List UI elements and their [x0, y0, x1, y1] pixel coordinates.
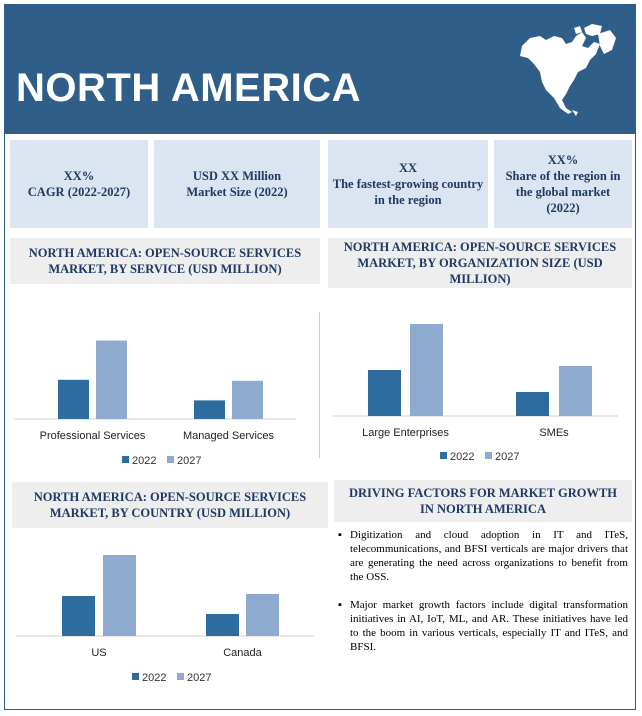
legend-label-2022: 2022 [450, 451, 475, 463]
stat-label: The fastest-growing country in the region [332, 177, 484, 207]
legend-label-2027: 2027 [177, 455, 202, 467]
bar-2027-canada [246, 594, 279, 636]
bar-2027-smes [559, 366, 592, 416]
bar-2027-managed-services [232, 381, 263, 419]
driver-item: ▪ Digitization and cloud adoption in IT and ITeS, telecommunications, and BFSI verticals are major drivers that are generating the need across organizations to benefit from the OSS. [338, 528, 628, 584]
legend-label-2022: 2022 [132, 455, 157, 467]
organization-chart-title: NORTH AMERICA: OPEN-SOURCE SERVICES MARKET, BY ORGANIZATION SIZE (USD MILLION) [328, 238, 632, 288]
legend-label-2027: 2027 [495, 451, 520, 463]
stat-cagr [10, 140, 148, 228]
bar-2022-professional-services [58, 380, 89, 419]
legend-swatch-2022 [132, 673, 139, 680]
category-label: US [91, 647, 107, 659]
stat-value: XX [398, 161, 418, 175]
legend-swatch-2027 [485, 452, 492, 459]
bar-2022-us [62, 596, 95, 636]
legend-swatch-2022 [440, 452, 447, 459]
service-chart [10, 292, 320, 474]
bar-2022-large-enterprises [368, 370, 401, 416]
stat-fastest-country [328, 140, 488, 228]
category-label: Professional Services [39, 430, 146, 442]
bar-2027-professional-services [96, 341, 127, 419]
driver-item: ▪ Major market growth factors include digital transformation initiatives in AI, IoT, ML, and AR. These initiatives have led to the boom in various verticals, especially IT and ITeS, and BFSI. [338, 598, 628, 654]
legend-swatch-2022 [122, 456, 129, 463]
service-chart-title: NORTH AMERICA: OPEN-SOURCE SERVICES MARKET, BY SERVICE (USD MILLION) [10, 238, 320, 284]
north-america-map-icon [516, 24, 620, 116]
stat-label: Market Size (2022) [186, 185, 288, 199]
category-label: Managed Services [182, 430, 275, 442]
drivers-title: DRIVING FACTORS FOR MARKET GROWTH IN NORTH AMERICA [334, 480, 632, 522]
legend-label-2022: 2022 [142, 672, 167, 684]
country-chart-title: NORTH AMERICA: OPEN-SOURCE SERVICES MARKET, BY COUNTRY (USD MILLION) [12, 482, 328, 528]
category-label: Canada [223, 647, 262, 659]
bar-2022-smes [516, 392, 549, 416]
stat-market-size [154, 140, 320, 228]
page-title: NORTH AMERICA [16, 66, 361, 110]
legend-swatch-2027 [177, 673, 184, 680]
organization-chart [328, 294, 632, 472]
stat-label: Share of the region in the global market (2022) [505, 169, 621, 215]
stat-value: XX% [547, 153, 579, 167]
legend-swatch-2027 [167, 456, 174, 463]
stat-region-share [494, 140, 632, 228]
drivers-list [338, 528, 628, 668]
bar-2027-us [103, 555, 136, 636]
bar-2022-managed-services [194, 400, 225, 419]
country-chart [12, 534, 328, 694]
category-label: Large Enterprises [362, 427, 449, 439]
stat-value: XX% [63, 169, 95, 183]
stat-label: CAGR (2022-2027) [27, 185, 131, 199]
category-label: SMEs [539, 427, 569, 439]
bar-2027-large-enterprises [410, 324, 443, 416]
stat-value: USD XX Million [192, 169, 282, 183]
bar-2022-canada [206, 614, 239, 636]
legend-label-2027: 2027 [187, 672, 212, 684]
